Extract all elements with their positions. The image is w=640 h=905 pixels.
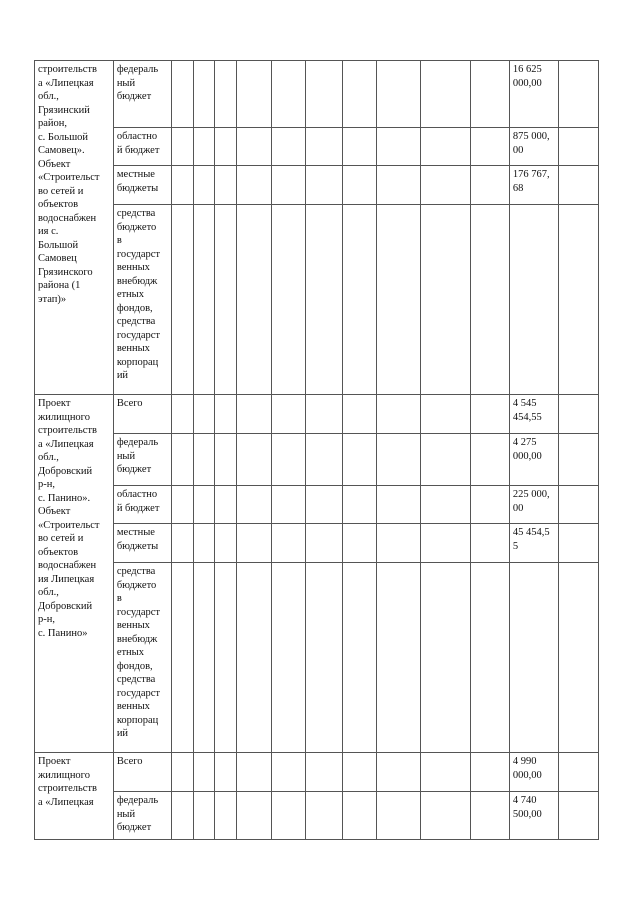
funding-source-cell: местные бюджеты <box>113 524 171 563</box>
empty-cell <box>558 524 598 563</box>
empty-cell <box>343 486 377 524</box>
empty-cell <box>215 563 236 753</box>
empty-cell <box>470 563 509 753</box>
empty-cell <box>172 434 193 486</box>
table-row <box>35 753 599 792</box>
empty-cell <box>343 205 377 395</box>
amount-cell: 45 454,5 5 <box>509 524 558 563</box>
empty-cell <box>306 434 343 486</box>
empty-cell <box>376 434 420 486</box>
funding-source-cell: федераль ный бюджет <box>113 792 171 840</box>
empty-cell <box>236 166 272 205</box>
empty-cell <box>376 128 420 166</box>
funding-source-cell: федераль ный бюджет <box>113 61 171 128</box>
empty-cell <box>172 563 193 753</box>
amount-cell: 4 275 000,00 <box>509 434 558 486</box>
empty-cell <box>470 792 509 840</box>
empty-cell <box>558 434 598 486</box>
empty-cell <box>420 395 470 434</box>
empty-cell <box>558 166 598 205</box>
table-row <box>35 792 599 840</box>
empty-cell <box>272 753 306 792</box>
empty-cell <box>193 205 214 395</box>
budget-table-body <box>35 61 599 840</box>
empty-cell <box>343 166 377 205</box>
empty-cell <box>172 753 193 792</box>
empty-cell <box>272 128 306 166</box>
empty-cell <box>193 524 214 563</box>
empty-cell <box>420 524 470 563</box>
empty-cell <box>376 792 420 840</box>
amount-cell: 4 740 500,00 <box>509 792 558 840</box>
empty-cell <box>215 205 236 395</box>
empty-cell <box>470 524 509 563</box>
amount-cell: 4 990 000,00 <box>509 753 558 792</box>
empty-cell <box>272 486 306 524</box>
empty-cell <box>420 166 470 205</box>
empty-cell <box>558 61 598 128</box>
empty-cell <box>215 166 236 205</box>
empty-cell <box>306 563 343 753</box>
table-row <box>35 524 599 563</box>
empty-cell <box>343 524 377 563</box>
empty-cell <box>306 205 343 395</box>
empty-cell <box>470 61 509 128</box>
budget-table <box>34 60 599 840</box>
empty-cell <box>420 563 470 753</box>
empty-cell <box>236 486 272 524</box>
empty-cell <box>376 61 420 128</box>
funding-source-cell: областно й бюджет <box>113 486 171 524</box>
empty-cell <box>172 128 193 166</box>
funding-source-cell: средства бюджето в государст венных внебюдж етных фондов, средства государст венных корпорац ий <box>113 205 171 395</box>
empty-cell <box>215 61 236 128</box>
empty-cell <box>236 753 272 792</box>
empty-cell <box>420 486 470 524</box>
empty-cell <box>420 61 470 128</box>
empty-cell <box>236 128 272 166</box>
empty-cell <box>172 792 193 840</box>
empty-cell <box>215 792 236 840</box>
empty-cell <box>558 753 598 792</box>
amount-cell: 225 000, 00 <box>509 486 558 524</box>
empty-cell <box>343 61 377 128</box>
table-row <box>35 166 599 205</box>
empty-cell <box>306 395 343 434</box>
empty-cell <box>215 395 236 434</box>
amount-cell: 4 545 454,55 <box>509 395 558 434</box>
table-row <box>35 395 599 434</box>
empty-cell <box>236 524 272 563</box>
empty-cell <box>558 563 598 753</box>
funding-source-cell: местные бюджеты <box>113 166 171 205</box>
empty-cell <box>215 128 236 166</box>
empty-cell <box>272 792 306 840</box>
empty-cell <box>193 128 214 166</box>
table-row <box>35 205 599 395</box>
empty-cell <box>272 434 306 486</box>
empty-cell <box>558 128 598 166</box>
empty-cell <box>215 753 236 792</box>
table-row <box>35 128 599 166</box>
empty-cell <box>558 486 598 524</box>
empty-cell <box>470 205 509 395</box>
table-row <box>35 563 599 753</box>
funding-source-cell: Всего <box>113 753 171 792</box>
empty-cell <box>420 205 470 395</box>
amount-cell: 875 000, 00 <box>509 128 558 166</box>
empty-cell <box>236 61 272 128</box>
empty-cell <box>470 128 509 166</box>
empty-cell <box>376 486 420 524</box>
empty-cell <box>470 434 509 486</box>
empty-cell <box>306 61 343 128</box>
empty-cell <box>215 486 236 524</box>
empty-cell <box>470 486 509 524</box>
table-row <box>35 434 599 486</box>
empty-cell <box>193 753 214 792</box>
empty-cell <box>343 753 377 792</box>
empty-cell <box>215 524 236 563</box>
empty-cell <box>343 128 377 166</box>
empty-cell <box>558 792 598 840</box>
empty-cell <box>420 128 470 166</box>
empty-cell <box>470 395 509 434</box>
empty-cell <box>172 395 193 434</box>
empty-cell <box>193 395 214 434</box>
empty-cell <box>306 128 343 166</box>
empty-cell <box>343 563 377 753</box>
empty-cell <box>306 792 343 840</box>
amount-cell: 16 625 000,00 <box>509 61 558 128</box>
empty-cell <box>343 792 377 840</box>
table-row <box>35 486 599 524</box>
amount-cell <box>509 563 558 753</box>
empty-cell <box>172 524 193 563</box>
empty-cell <box>193 486 214 524</box>
empty-cell <box>306 166 343 205</box>
project-name-cell: Проект жилищного строительств а «Липецкая обл., Добровский р-н, с. Панино». Объект «Строительст во сетей и объектов водоснабжен ия Липецкая обл., Добровский р-н, с. Панино» <box>35 395 114 753</box>
empty-cell <box>236 434 272 486</box>
funding-source-cell: областно й бюджет <box>113 128 171 166</box>
project-name-cell: Проект жилищного строительств а «Липецкая <box>35 753 114 840</box>
empty-cell <box>558 395 598 434</box>
empty-cell <box>172 61 193 128</box>
empty-cell <box>193 61 214 128</box>
empty-cell <box>376 753 420 792</box>
project-name-cell: строительств а «Липецкая обл., Грязинский район, с. Большой Самовец». Объект «Строительст во сетей и объектов водоснабжен ия с. Большой Самовец Грязинского района (1 этап)» <box>35 61 114 395</box>
empty-cell <box>470 753 509 792</box>
empty-cell <box>420 792 470 840</box>
empty-cell <box>306 524 343 563</box>
empty-cell <box>470 166 509 205</box>
empty-cell <box>306 486 343 524</box>
empty-cell <box>215 434 236 486</box>
empty-cell <box>376 395 420 434</box>
empty-cell <box>420 753 470 792</box>
empty-cell <box>376 166 420 205</box>
amount-cell <box>509 205 558 395</box>
empty-cell <box>343 395 377 434</box>
table-row <box>35 61 599 128</box>
empty-cell <box>272 61 306 128</box>
empty-cell <box>376 563 420 753</box>
empty-cell <box>376 524 420 563</box>
empty-cell <box>193 792 214 840</box>
empty-cell <box>306 753 343 792</box>
funding-source-cell: федераль ный бюджет <box>113 434 171 486</box>
empty-cell <box>272 563 306 753</box>
funding-source-cell: Всего <box>113 395 171 434</box>
empty-cell <box>376 205 420 395</box>
empty-cell <box>193 563 214 753</box>
empty-cell <box>272 395 306 434</box>
empty-cell <box>172 486 193 524</box>
empty-cell <box>272 166 306 205</box>
empty-cell <box>272 524 306 563</box>
empty-cell <box>236 205 272 395</box>
empty-cell <box>558 205 598 395</box>
empty-cell <box>193 434 214 486</box>
funding-source-cell: средства бюджето в государст венных внебюдж етных фондов, средства государст венных корпорац ий <box>113 563 171 753</box>
empty-cell <box>343 434 377 486</box>
amount-cell: 176 767, 68 <box>509 166 558 205</box>
empty-cell <box>420 434 470 486</box>
empty-cell <box>172 166 193 205</box>
empty-cell <box>236 792 272 840</box>
empty-cell <box>172 205 193 395</box>
empty-cell <box>272 205 306 395</box>
empty-cell <box>193 166 214 205</box>
empty-cell <box>236 395 272 434</box>
empty-cell <box>236 563 272 753</box>
